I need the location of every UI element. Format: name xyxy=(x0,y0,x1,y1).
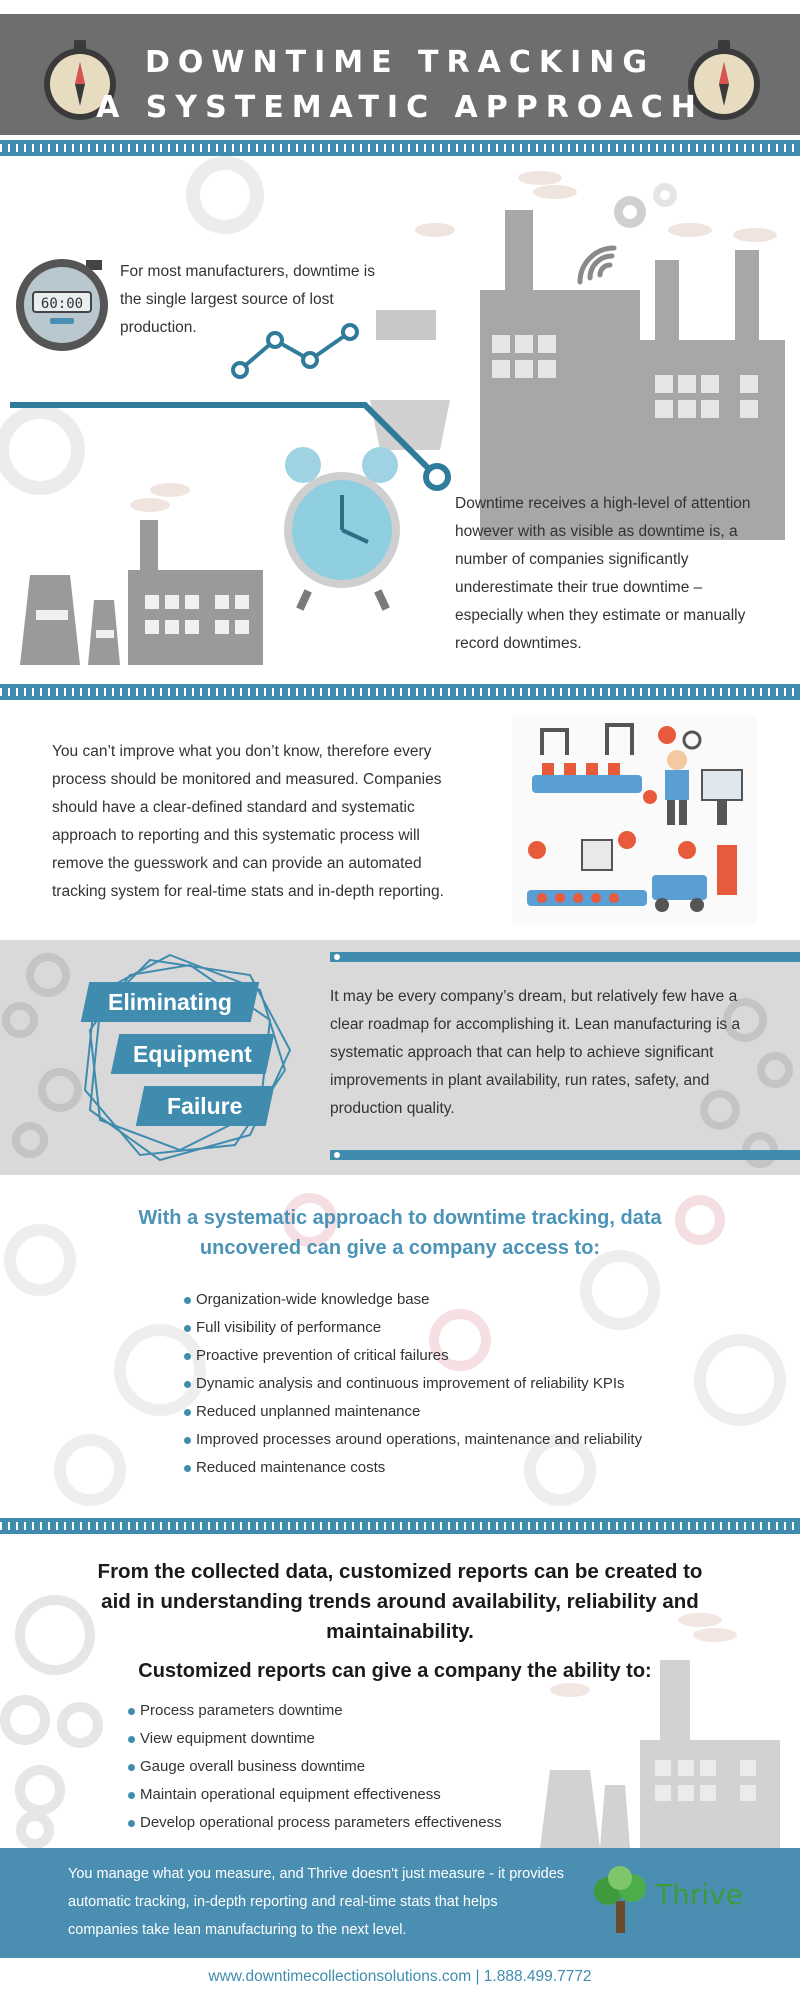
list-item: Improved processes around operations, maintenance and reliability xyxy=(184,1426,704,1454)
reports-heading: From the collected data, customized reports can be created to aid in understanding trends around availability, reliability and maintainability. xyxy=(97,1560,703,1643)
ruler-divider xyxy=(0,684,800,700)
access-heading: With a systematic approach to downtime tracking, data uncovered can give a company access to: xyxy=(138,1207,662,1259)
attention-text: Downtime receives a high-level of attention however with as visible as downtime is, a number of companies significantly underestimate their true downtime – especially when they estimate or manually record downtimes. xyxy=(455,495,751,652)
ribbon-failure: Failure xyxy=(136,1086,275,1126)
title-line-2: A SYSTEMATIC APPROACH xyxy=(96,90,704,125)
access-list xyxy=(184,1286,704,1482)
list-item: Organization-wide knowledge base xyxy=(184,1286,704,1314)
list-item: Maintain operational equipment effectiveness xyxy=(128,1781,588,1809)
intro-text: For most manufacturers, downtime is the single largest source of lost production. xyxy=(120,263,375,336)
brand-name: Thrive xyxy=(655,1878,743,1911)
reports-subheading: Customized reports can give a company the ability to: xyxy=(138,1660,652,1682)
list-item: Reduced maintenance costs xyxy=(184,1454,704,1482)
assembly-line-illustration xyxy=(512,715,757,925)
contact-line[interactable]: www.downtimecollectionsolutions.com | 1.888.499.7772 xyxy=(208,1968,592,1985)
roadmap-text: It may be every company’s dream, but relatively few have a clear roadmap for accomplishing it. Lean manufacturing is a systematic approach that can help to achieve significant improvements in plant availability, run rates, safety, and production quality. xyxy=(330,988,741,1117)
stopwatch-readout: 60:00 xyxy=(40,296,84,312)
ribbon-eliminating: Eliminating xyxy=(81,982,260,1022)
list-item: Full visibility of performance xyxy=(184,1314,704,1342)
tree-logo-icon xyxy=(588,1866,653,1936)
list-item: Develop operational process parameters effectiveness xyxy=(128,1809,588,1837)
list-item: Gauge overall business downtime xyxy=(128,1753,588,1781)
ribbon-equipment: Equipment xyxy=(111,1034,275,1074)
footer-text: You manage what you measure, and Thrive doesn't just measure - it provides automatic tracking, in-depth reporting and real-time stats that helps companies take lean manufacturing to the next level. xyxy=(68,1866,565,1938)
list-item: Proactive prevention of critical failures xyxy=(184,1342,704,1370)
alarm-clock-icon xyxy=(284,447,400,611)
list-item: Reduced unplanned maintenance xyxy=(184,1398,704,1426)
gear-icon xyxy=(653,183,677,207)
reports-list xyxy=(128,1697,588,1837)
gear-icon xyxy=(5,1600,98,1844)
list-item: View equipment downtime xyxy=(128,1725,588,1753)
footer-banner xyxy=(0,1848,800,1958)
header-banner xyxy=(0,0,800,135)
monitor-text: You can’t improve what you don’t know, therefore every process should be monitored and measured. Companies should have a clear-defined standard and systematic approach to reporting and this systematic process will remove the guesswork and can provide an automated tracking system for real-time stats and in-depth reporting. xyxy=(52,743,444,900)
list-item: Process parameters downtime xyxy=(128,1697,588,1725)
gear-icon xyxy=(614,196,646,228)
title-line-1: DOWNTIME TRACKING xyxy=(145,45,655,80)
page-title xyxy=(0,40,800,130)
header-top-stripe xyxy=(0,0,800,14)
ruler-divider xyxy=(0,1518,800,1534)
wifi-icon xyxy=(580,248,614,282)
list-item: Dynamic analysis and continuous improvement of reliability KPIs xyxy=(184,1370,704,1398)
